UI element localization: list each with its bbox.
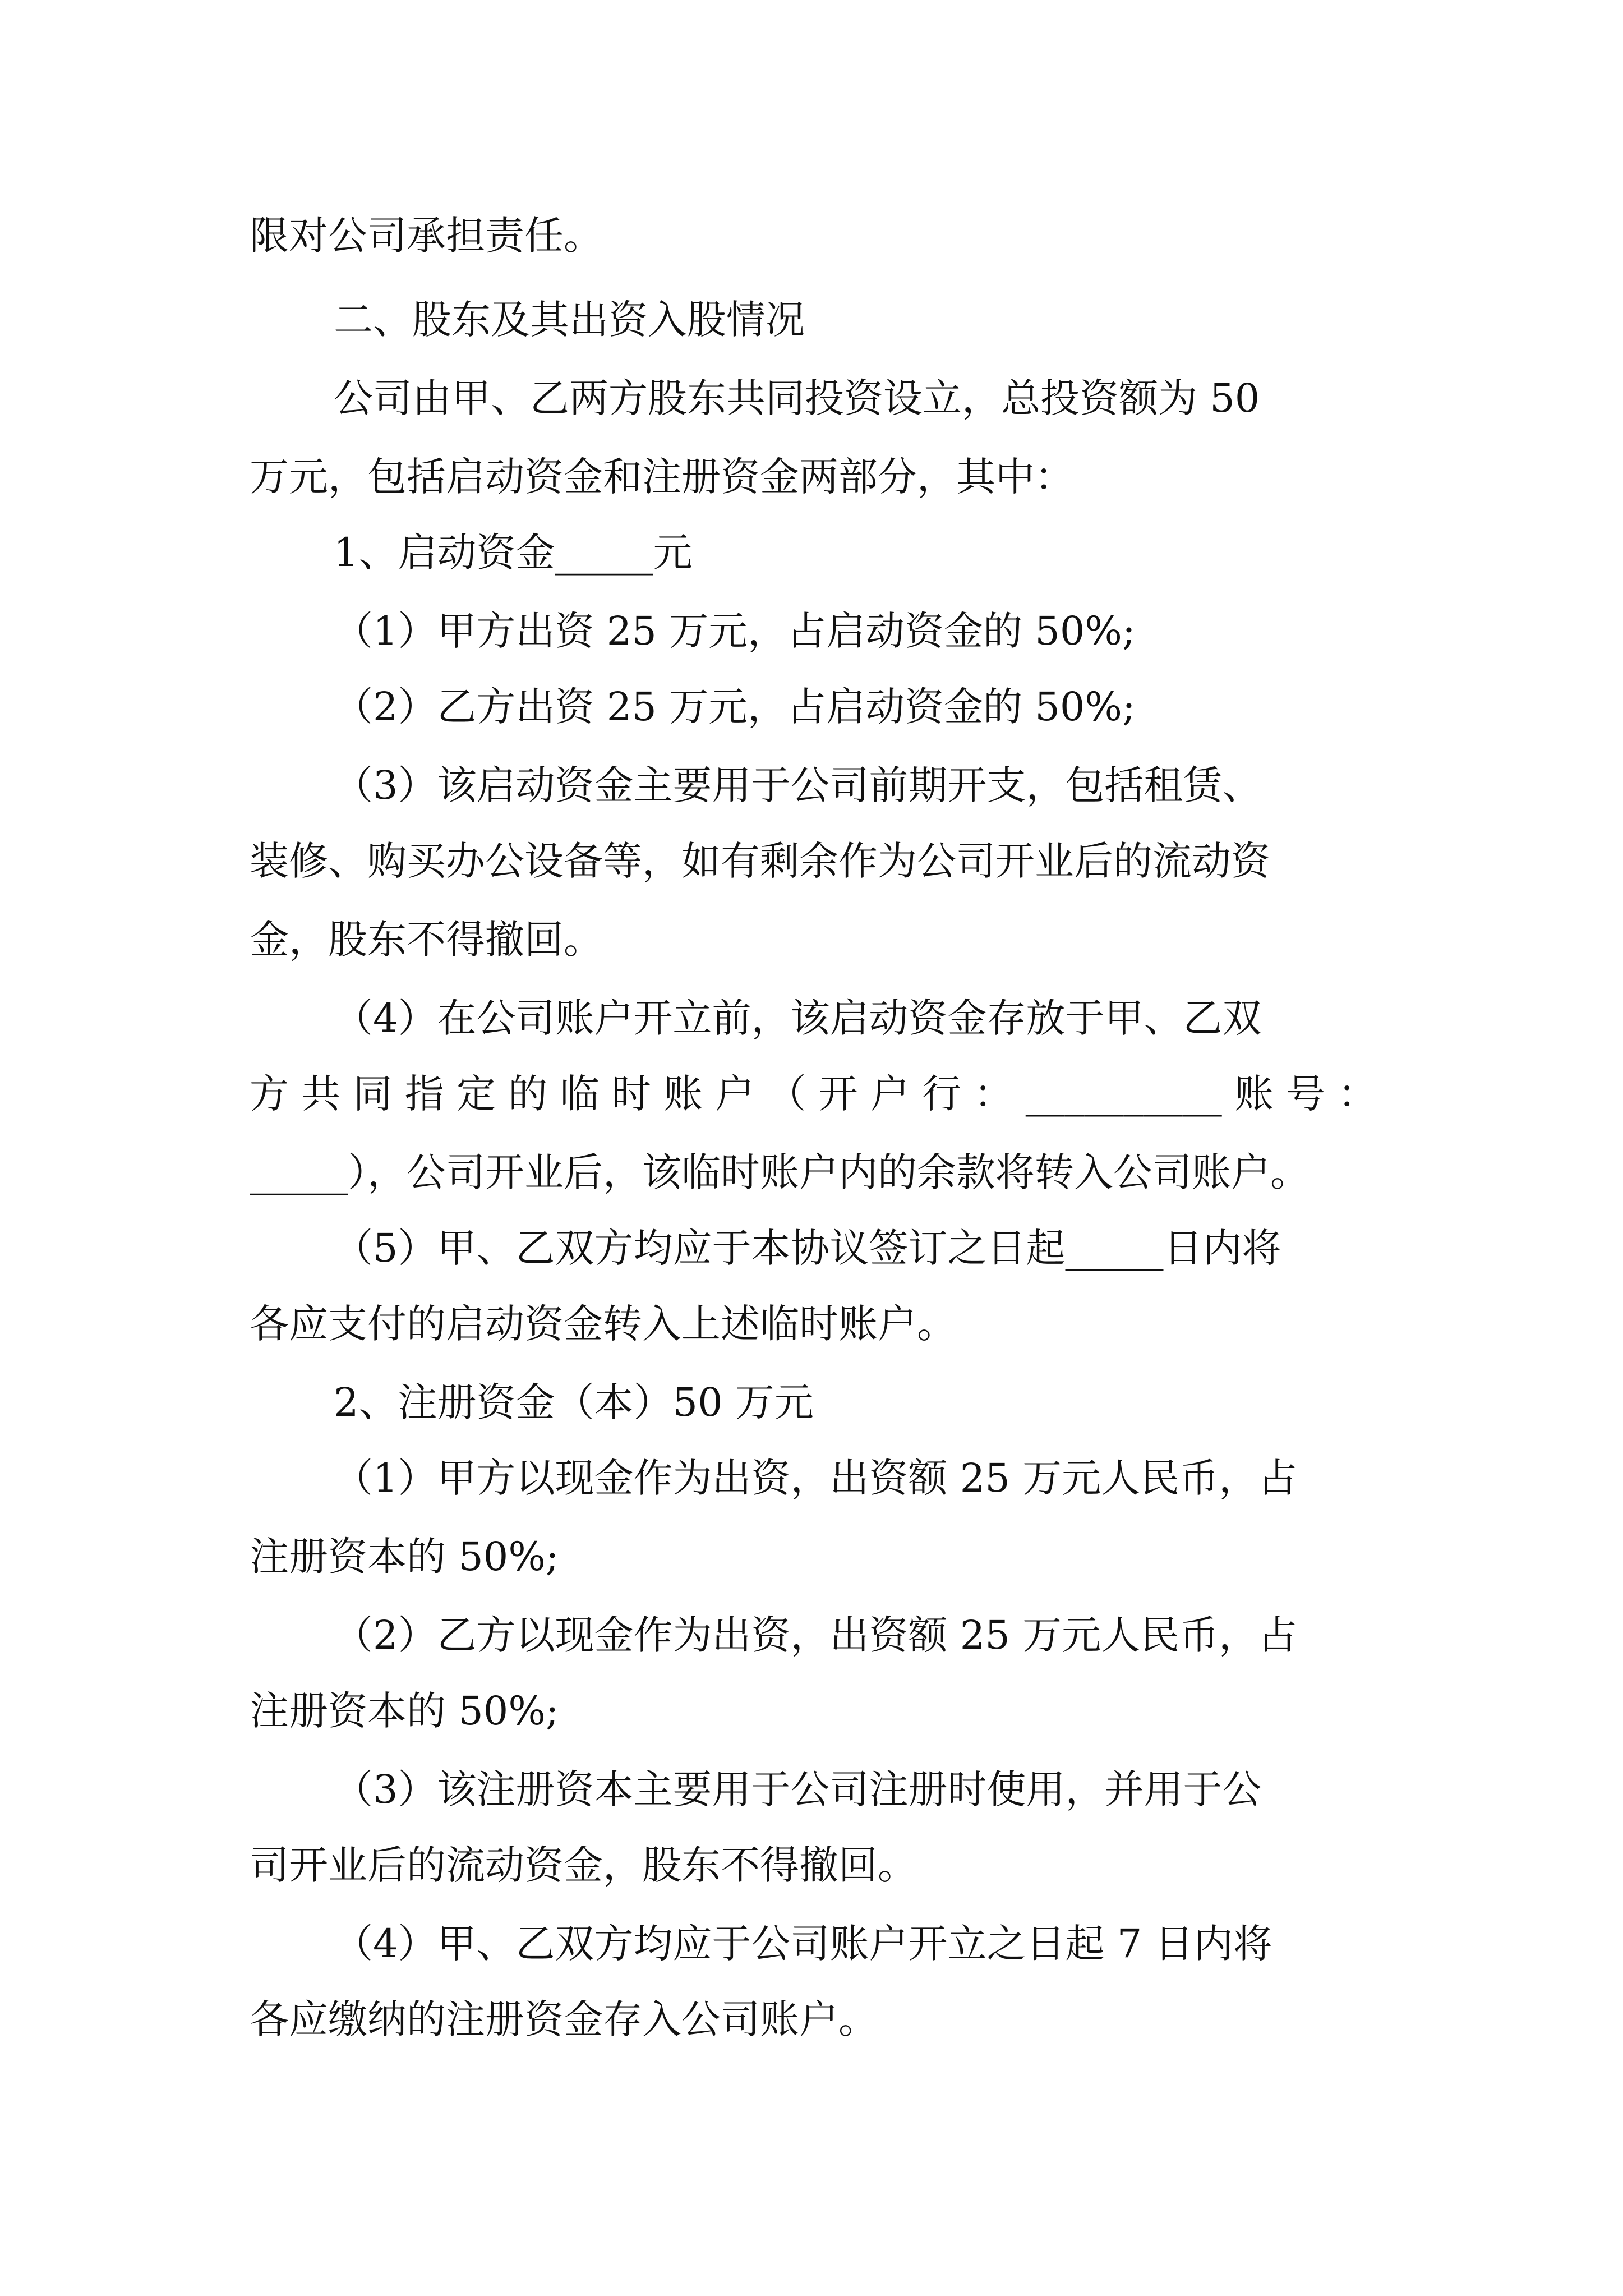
paragraph-line: 金，股东不得撤回。: [250, 917, 603, 963]
paragraph-line: 注册资本的 50%;: [250, 1534, 559, 1580]
paragraph-line: 司开业后的流动资金，股东不得撤回。: [250, 1842, 917, 1888]
paragraph-line: 万元，包括启动资金和注册资金两部分，其中：: [250, 454, 1074, 500]
paragraph-line: 公司由甲、乙两方股东共同投资设立，总投资额为 50: [334, 375, 1260, 421]
subsection-heading: 1、启动资金_____元: [334, 530, 693, 576]
section-heading: 二、股东及其出资入股情况: [334, 297, 805, 343]
list-item: （4）甲、乙双方均应于公司账户开立之日起 7 日内将: [334, 1921, 1272, 1967]
list-item: （2）乙方出资 25 万元，占启动资金的 50%;: [334, 684, 1136, 730]
list-item: （2）乙方以现金作为出资，出资额 25 万元人民币，占: [334, 1612, 1298, 1658]
list-item: （5）甲、乙双方均应于本协议签订之日起_____日内将: [334, 1225, 1281, 1271]
paragraph-line: 方 共 同 指 定 的 临 时 账 户 （ 开 户 行 ： __________ 账 号 ：: [250, 1071, 1377, 1117]
list-item: （1）甲方以现金作为出资，出资额 25 万元人民币，占: [334, 1455, 1298, 1501]
paragraph-line: 各应支付的启动资金转入上述临时账户。: [250, 1301, 956, 1347]
paragraph-line: 各应缴纳的注册资金存入公司账户。: [250, 1996, 878, 2042]
paragraph-line: 限对公司承担责任。: [250, 213, 603, 259]
list-item: （3）该注册资本主要用于公司注册时使用，并用于公: [334, 1766, 1262, 1812]
paragraph-line: _____），公司开业后，该临时账户内的余款将转入公司账户。: [250, 1149, 1310, 1195]
list-item: （4）在公司账户开立前，该启动资金存放于甲、乙双: [334, 995, 1262, 1041]
paragraph-line: 装修、购买办公设备等，如有剩余作为公司开业后的流动资: [250, 838, 1270, 884]
list-item: （1）甲方出资 25 万元，占启动资金的 50%;: [334, 608, 1136, 654]
paragraph-line: 注册资本的 50%;: [250, 1688, 559, 1734]
subsection-heading: 2、注册资金（本）50 万元: [334, 1379, 814, 1425]
list-item: （3）该启动资金主要用于公司前期开支，包括租赁、: [334, 762, 1262, 808]
